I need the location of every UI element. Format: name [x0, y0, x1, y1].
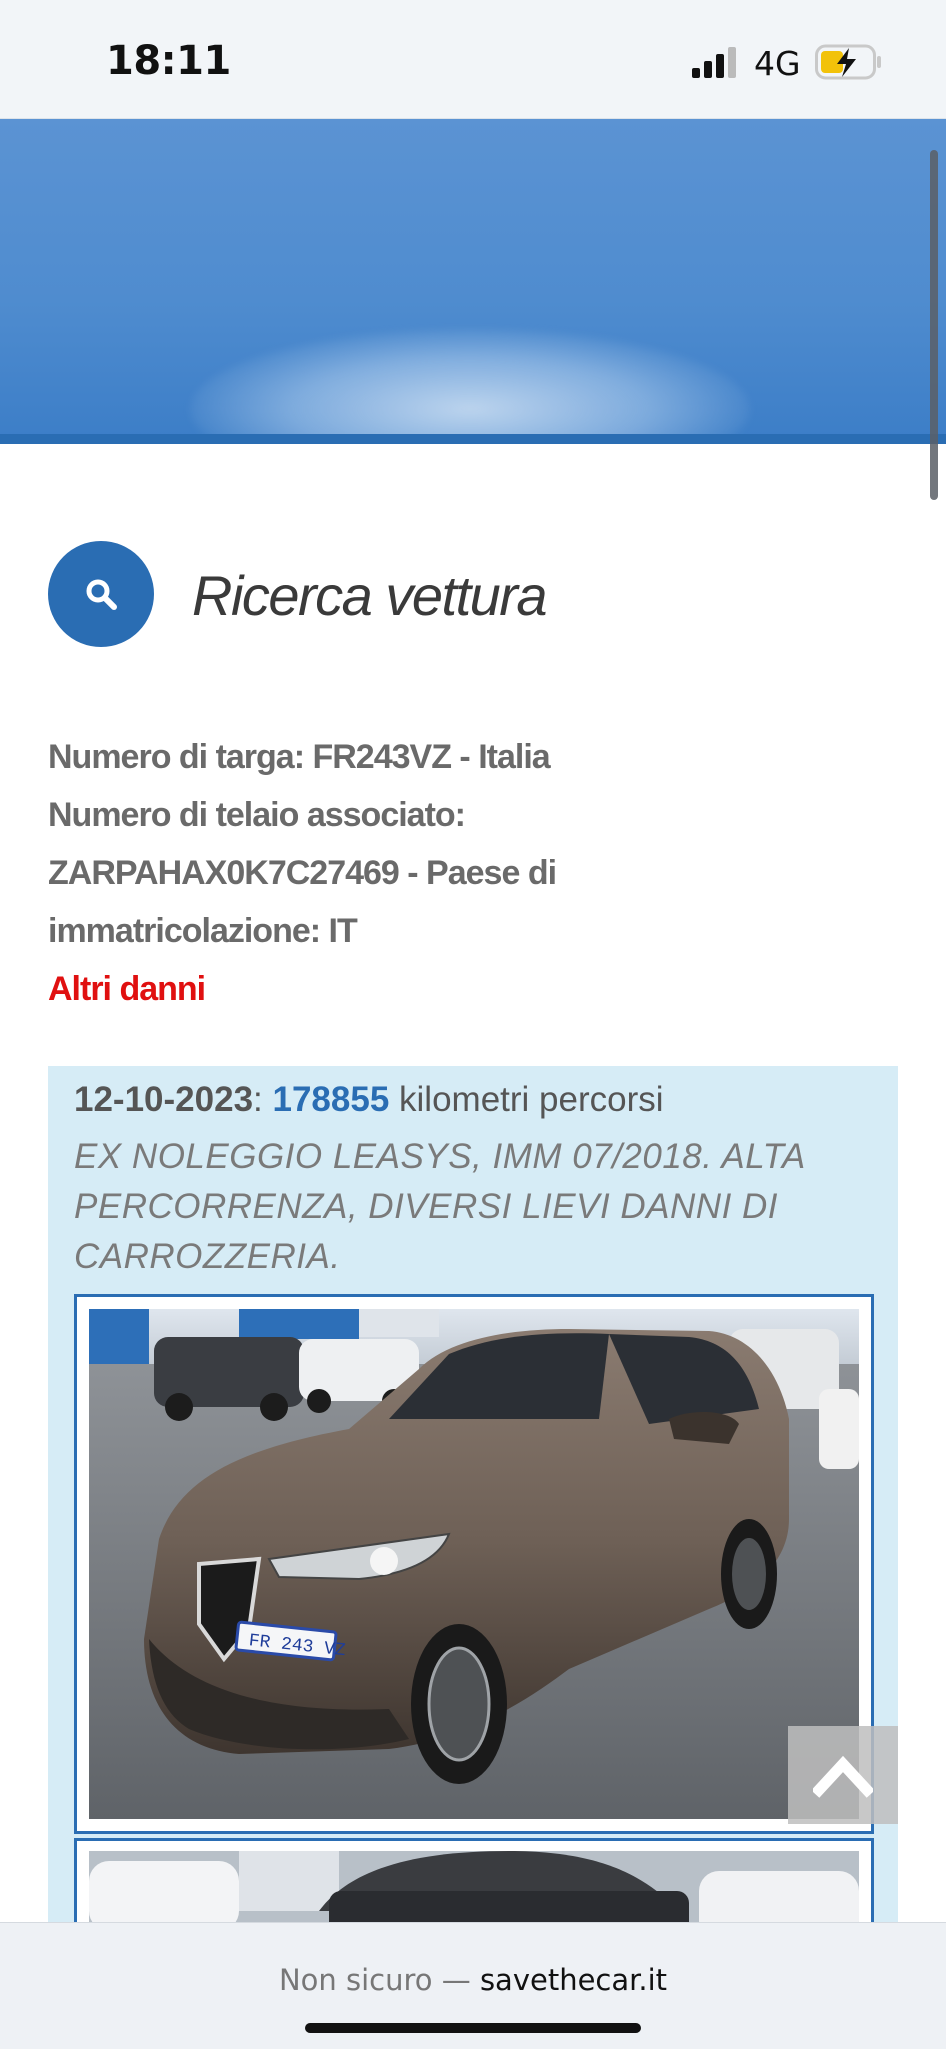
car-photo-image: [89, 1309, 859, 1819]
chevron-up-icon: [813, 1752, 873, 1798]
page-title: Ricerca vettura: [192, 564, 547, 627]
vin-label-line: Numero di telaio associato:: [48, 796, 465, 834]
hero-divider: [0, 434, 946, 444]
car-photo-frame[interactable]: [74, 1294, 874, 1834]
record-separator: :: [253, 1080, 273, 1119]
hero-banner: [0, 119, 946, 449]
record-date: 12-10-2023: [74, 1080, 254, 1119]
vehicle-info: [48, 728, 688, 1018]
damage-alert: Altri danni: [48, 970, 206, 1008]
record-header: [74, 1080, 664, 1120]
car-photo[interactable]: [89, 1309, 859, 1819]
record-km: 178855: [272, 1080, 390, 1119]
battery-charging-icon: [815, 44, 883, 80]
scroll-to-top-button[interactable]: [788, 1726, 898, 1824]
plate-line: Numero di targa: FR243VZ - Italia: [48, 738, 550, 776]
record-note: EX NOLEGGIO LEASYS, IMM 07/2018. ALTA PERCORRENZA, DIVERSI LIEVI DANNI DI CARROZZERIA.: [74, 1137, 805, 1276]
browser-address-bar[interactable]: [0, 1922, 946, 2049]
search-icon: [85, 578, 117, 610]
url-display[interactable]: [0, 1963, 946, 1997]
network-type: 4G: [754, 44, 801, 83]
domain-label: savethecar.it: [479, 1963, 668, 1997]
cloud-image: [190, 329, 750, 449]
country-line: immatricolazione: IT: [48, 912, 357, 950]
security-label: Non sicuro —: [278, 1963, 480, 1997]
history-record: [48, 1066, 898, 1924]
clock: 18:11: [106, 38, 231, 84]
home-indicator[interactable]: [305, 2023, 641, 2033]
status-bar: [0, 0, 946, 119]
signal-bars-icon: [690, 46, 740, 80]
search-badge: [48, 541, 154, 647]
page-scrollbar[interactable]: [930, 150, 938, 500]
record-km-label: kilometri percorsi: [389, 1080, 664, 1119]
plate-text: FR 243 VZ: [247, 1631, 347, 1662]
vin-line: ZARPAHAX0K7C27469 - Paese di: [48, 854, 557, 892]
